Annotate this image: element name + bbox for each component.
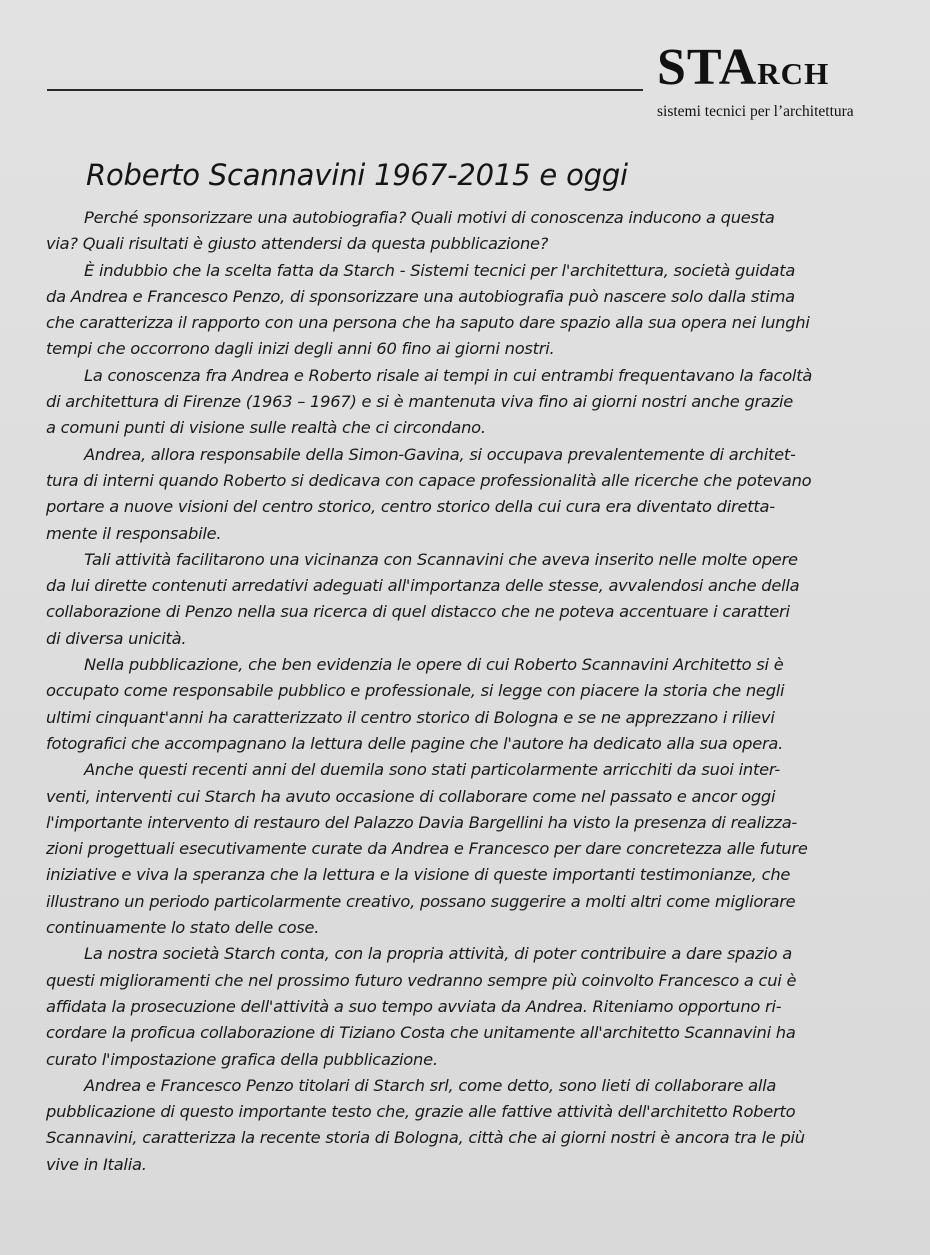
paragraph-line: illustrano un periodo particolarmente creativo, possano suggerire a molti altri come migliorare (46, 891, 796, 911)
article-title: Roberto Scannavini 1967-2015 e oggi (86, 158, 628, 192)
paragraph-line: La conoscenza fra Andrea e Roberto risale ai tempi in cui entrambi frequentavano la facoltà (84, 365, 813, 385)
paragraph (46, 547, 892, 652)
header-rule (47, 89, 643, 91)
paragraph-line: tempi che occorrono dagli inizi degli anni 60 fino ai giorni nostri. (46, 339, 555, 359)
paragraph-line: da lui dirette contenuti arredativi adeguati all'importanza delle stesse, avvalendosi anche della (46, 576, 800, 596)
paragraph-line: da Andrea e Francesco Penzo, di sponsorizzare una autobiografia può nascere solo dalla stima (46, 286, 795, 306)
paragraph-line: Andrea e Francesco Penzo titolari di Starch srl, come detto, sono lieti di collaborare alla (84, 1075, 777, 1095)
paragraph-line: Nella pubblicazione, che ben evidenzia le opere di cui Roberto Scannavini Architetto si è (84, 655, 784, 675)
paragraph-line: affidata la prosecuzione dell'attività a suo tempo avviata da Andrea. Riteniamo opportuno ri- (46, 996, 782, 1016)
paragraph-line: l'importante intervento di restauro del Palazzo Davia Bargellini ha visto la presenza di realizza- (46, 812, 798, 832)
paragraph (46, 941, 892, 1072)
paragraph-line: portare a nuove visioni del centro storico, centro storico della cui cura era diventato diretta- (46, 497, 775, 517)
paragraph-line: pubblicazione di questo importante testo che, grazie alle fattive attività dell'architetto Roberto (46, 1102, 796, 1122)
paragraph-line: venti, interventi cui Starch ha avuto occasione di collaborare come nel passato e ancor oggi (46, 786, 776, 806)
paragraph-line: zioni progettuali esecutivamente curate da Andrea e Francesco per dare concretezza alle future (46, 839, 808, 859)
paragraph-line: Scannavini, caratterizza la recente storia di Bologna, città che ai giorni nostri è ancora tra le più (46, 1128, 805, 1148)
logo-wordmark (657, 39, 830, 96)
paragraph (46, 363, 892, 442)
paragraph-line: Anche questi recenti anni del duemila sono stati particolarmente arricchiti da suoi inter- (84, 760, 781, 780)
paragraph-line: tura di interni quando Roberto si dedicava con capace professionalità alle ricerche che potevano (46, 470, 812, 490)
paragraph-line: che caratterizza il rapporto con una persona che ha saputo dare spazio alla sua opera nei lunghi (46, 313, 810, 333)
paragraph (46, 1073, 892, 1178)
paragraph-line: occupato come responsabile pubblico e professionale, si legge con piacere la storia che negli (46, 681, 785, 701)
paragraph-line: iniziative e viva la speranza che la lettura e la visione di queste importanti testimonianze, che (46, 865, 791, 885)
paragraph-line: È indubbio che la scelta fatta da Starch - Sistemi tecnici per l'architettura, società guidata (84, 260, 796, 280)
starch-logo (655, 39, 895, 127)
paragraph (46, 652, 892, 757)
logo-tagline: sistemi tecnici per l’architettura (657, 103, 854, 120)
logo-wordmark-part1: STA (657, 39, 758, 96)
paragraph (46, 258, 892, 363)
paragraph (46, 205, 892, 258)
paragraph-line: via? Quali risultati è giusto attendersi da questa pubblicazione? (46, 234, 549, 254)
paragraph-line: Tali attività facilitarono una vicinanza con Scannavini che aveva inserito nelle molte opere (84, 549, 798, 569)
paragraph-line: ultimi cinquant'anni ha caratterizzato il centro storico di Bologna e se ne apprezzano i rilievi (46, 707, 775, 727)
paragraph (46, 757, 892, 941)
paragraph-line: di architettura di Firenze (1963 – 1967) e si è mantenuta viva fino ai giorni nostri anche grazie (46, 392, 794, 412)
paragraph-line: La nostra società Starch conta, con la propria attività, di poter contribuire a dare spazio a (84, 944, 792, 964)
paragraph-line: Perché sponsorizzare una autobiografia? Quali motivi di conoscenza inducono a questa (84, 208, 775, 227)
paragraph-line: a comuni punti di visione sulle realtà che ci circondano. (46, 418, 486, 438)
logo-wordmark-part2: RCH (757, 56, 830, 91)
paragraph-line: mente il responsabile. (46, 523, 222, 543)
paragraph (46, 442, 892, 547)
paragraph-line: questi miglioramenti che nel prossimo futuro vedranno sempre più coinvolto Francesco a cui è (46, 970, 797, 990)
paragraph-line: continuamente lo stato delle cose. (46, 918, 320, 938)
paragraph-line: curato l'impostazione grafica della pubblicazione. (46, 1049, 438, 1069)
paragraph-line: di diversa unicità. (46, 628, 187, 648)
paragraph-line: cordare la proficua collaborazione di Tiziano Costa che unitamente all'architetto Scannavini ha (46, 1023, 796, 1043)
paragraph-line: collaborazione di Penzo nella sua ricerca di quel distacco che ne poteva accentuare i caratteri (46, 602, 790, 622)
paragraph-line: Andrea, allora responsabile della Simon-Gavina, si occupava prevalentemente di architet- (84, 444, 796, 464)
paragraph-line: vive in Italia. (46, 1154, 147, 1174)
article-body (46, 205, 892, 1178)
paragraph-line: fotografici che accompagnano la lettura delle pagine che l'autore ha dedicato alla sua opera. (46, 733, 784, 753)
